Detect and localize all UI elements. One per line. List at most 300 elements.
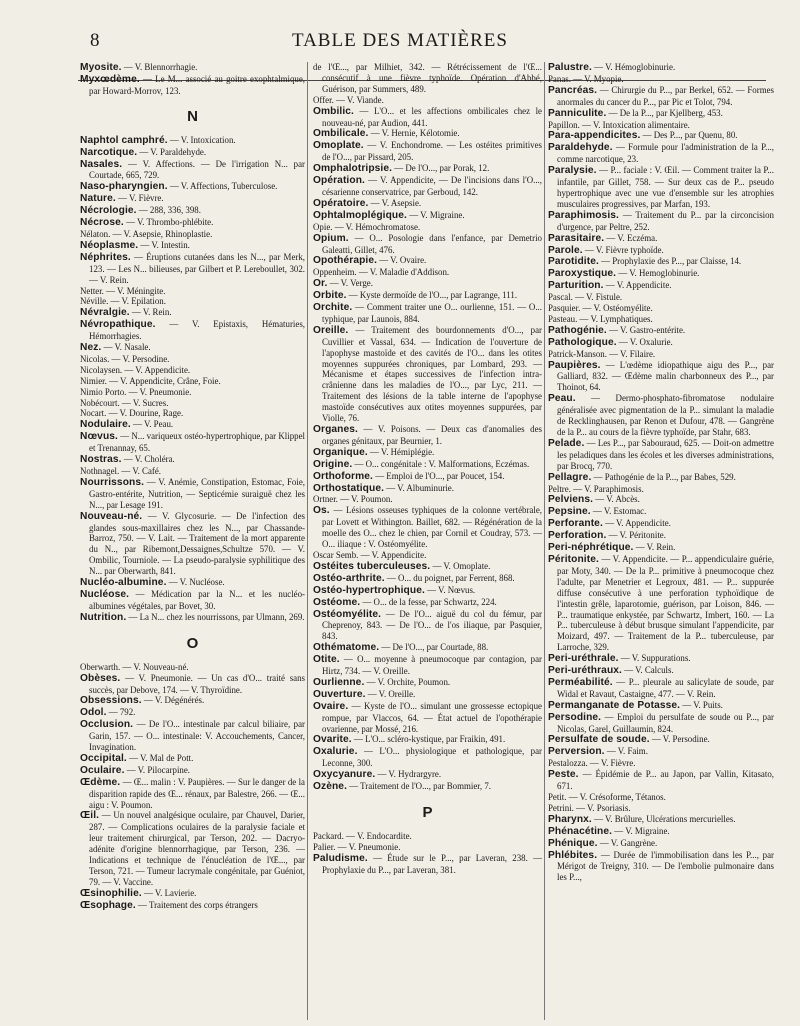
index-entry (313, 677, 542, 689)
entry-text: Nicolas. — V. Persodine. (80, 353, 170, 364)
entry-text: — V. Migraine. (612, 825, 670, 836)
entry-text: — V. Nœvus. (424, 584, 476, 595)
entry-text: — V. Persodine. (649, 734, 710, 745)
section-letter: N (187, 107, 198, 125)
index-entry (548, 62, 774, 74)
index-entry (313, 447, 542, 459)
index-entry (313, 689, 542, 701)
index-entry (313, 140, 542, 163)
index-entry (548, 130, 774, 142)
index-entry (80, 159, 305, 182)
entry-heading: Nécrologie. (80, 205, 137, 217)
entry-heading: Ouverture. (313, 688, 366, 700)
entry-text: — V. Lavierie. (141, 887, 197, 898)
index-entry (548, 826, 774, 838)
index-entry (80, 900, 305, 912)
entry-heading: Ostéo-arthrite. (313, 572, 385, 584)
entry-heading: Oculaire. (80, 764, 125, 776)
entry-heading: Paludisme. (313, 852, 368, 864)
index-entry (548, 165, 774, 210)
index-entry (548, 245, 774, 257)
entry-text: — V. Nasale. (101, 342, 151, 353)
entry-text: — V. Blennorrhagie. (121, 62, 198, 72)
entry-text: — O... du poignet, par Ferrent, 868. (384, 572, 515, 583)
entry-text: — P... faciale : V. Œil. — Comment traiter la P... infantile, par Gillet, 758. — Sur deux cas de P... pseudo hypertrophique avec une vue d'ensemble sur les atrophies musculaires progressives, par Marfan, 193. (557, 165, 774, 209)
entry-heading: Paraldehyde. (548, 142, 613, 154)
index-entry (313, 769, 542, 781)
entry-text: — De l'O..., par Courtade, 88. (379, 642, 489, 653)
entry-text: Patrick-Manson. — V. Filaire. (548, 348, 656, 359)
entry-text: — 792. (106, 707, 136, 718)
index-entry (313, 505, 542, 550)
entry-text: — V. Epistaxis, Hématuries, Hémorrhagies. (89, 319, 305, 342)
entry-heading: Phénacétine. (548, 825, 613, 837)
entry-text: — V. Enchondrome. — Les ostéites primitives de l'O..., par Pissard, 205. (322, 140, 542, 163)
index-entry (80, 229, 305, 240)
entry-text: — V. Pilocarpine. (124, 764, 191, 775)
entry-text: Packard. — V. Endocardite. (313, 831, 412, 841)
entry-text: — V. Oreille. (365, 688, 416, 699)
entry-text: — Durée de l'immobilisation dans les P..., par Mérigot de Treigny, 310. — De l'embolie pulmonaire dans les P..., (557, 849, 774, 883)
index-entry (313, 290, 542, 302)
entry-text: — Des P..., par Quenu, 80. (640, 130, 738, 141)
entry-text: — V. Rein. (129, 307, 172, 318)
index-entry (80, 454, 305, 466)
index-entry (80, 252, 305, 286)
entry-text: — V. Ovaire. (377, 255, 427, 266)
index-entry (313, 561, 542, 573)
entry-heading: Oxycyanure. (313, 769, 376, 781)
index-entry (548, 554, 774, 653)
entry-text: — V. Albuminurie. (384, 482, 454, 493)
entry-text: — V. Gangrène. (597, 837, 658, 848)
entry-text: — 288, 336, 398. (136, 205, 201, 216)
entry-text: — Étude sur le P..., par Laveran, 238. — Prophylaxie du P..., par Laveran, 381. (322, 852, 542, 875)
entry-text: — Œ... malin : V. Paupières. — Sur le danger de la disparition rapide des Œ... rénaux, par Balestre, 266. — Œ... aigu : V. Poumon. (89, 776, 305, 810)
entry-text: Netter. — V. Méningite. (80, 285, 166, 296)
index-column-2 (313, 62, 542, 1022)
entry-text: Panas. — V. Myopie. (548, 73, 624, 84)
entry-heading: Perforante. (548, 518, 603, 530)
index-entry (80, 695, 305, 707)
entry-text: Nélaton. — V. Asepsie, Rhinoplastie. (80, 228, 213, 239)
index-entry (313, 198, 542, 210)
entry-text: — V. Oxalurie. (616, 336, 673, 347)
entry-text: — Traitement des corps étrangers (135, 899, 258, 910)
index-entry (548, 349, 774, 360)
entry-heading: Œil. (80, 810, 100, 822)
entry-text: Néville. — V. Epilation. (80, 296, 166, 307)
entry-heading: Peri-uréthraux. (548, 665, 622, 677)
entry-text: — De l'O... aiguë du col du fémur, par Cheprenoy, 843. — De l'O... de l'os iliaque, par Pasquier, 843. (322, 608, 542, 642)
index-entry (80, 376, 305, 387)
index-entry (80, 719, 305, 753)
entry-heading: Othématome. (313, 642, 380, 654)
index-entry (80, 135, 305, 147)
entry-heading: Persodine. (548, 711, 602, 723)
entry-text: — P... pleurale au salicylate de soude, par Widal et Ravaut, Castaigne, 477. — V. Rein. (557, 676, 774, 699)
entry-heading: Nutrition. (80, 611, 127, 623)
entry-heading: Orbite. (313, 290, 347, 302)
index-entry (548, 665, 774, 677)
column-divider (307, 62, 308, 1020)
entry-text: Nimier. — V. Appendicite, Crâne, Foie. (80, 375, 221, 386)
entry-heading: Nasales. (80, 158, 123, 170)
index-entry (80, 240, 305, 252)
entry-heading: Opératoire. (313, 197, 369, 209)
index-entry (548, 74, 774, 85)
index-entry (548, 280, 774, 292)
entry-text: — Traitement de l'O..., par Bommier, 7. (347, 781, 491, 792)
entry-text: — V. Rein. (633, 542, 676, 553)
entry-text: — V. Poisons. — Deux cas d'anomalies des organes génitaux, par Beurnier, 1. (322, 424, 542, 446)
entry-heading: Péritonite. (548, 553, 599, 565)
index-entry (548, 292, 774, 303)
index-entry (548, 769, 774, 792)
entry-text: — V. Gastro-entérite. (606, 324, 686, 335)
entry-text: — V. Fièvre. (115, 193, 164, 204)
entry-text: de l'Œ..., par Milhiet, 342. — Rétrécissement de l'Œ... consécutif à une fièvre typhoïde. Opération d'Abbé, Guérison, par Summers, 489. (313, 62, 542, 94)
entry-text: — Les P..., par Sabouraud, 625. — Doit-on admettre les peladiques dans les écoles et les diverses administrations, par Brocq, 770. (557, 437, 774, 471)
entry-text: — V. Brûlure, Ulcérations mercurielles. (591, 813, 736, 824)
entry-text: — V. Hydrargyre. (375, 769, 442, 780)
entry-text: — V. Omoplate. (430, 560, 491, 571)
entry-text: — V. Intoxication. (167, 134, 236, 145)
entry-heading: Névralgie. (80, 307, 130, 319)
entry-text: — V. Péritonite. (606, 530, 666, 541)
entry-heading: Paupières. (548, 359, 601, 371)
index-entry (313, 746, 542, 769)
index-entry (313, 175, 542, 198)
index-entry (313, 62, 542, 95)
index-entry (80, 419, 305, 431)
index-entry (313, 734, 542, 746)
entry-text: — Lésions osseuses typhiques de la colonne vertébrale, par Lovett et Withington. Baillet, 682. — Régénération de la moelle des O... chez le chien, par Cornil et Coudray, 573. — O... iliaque : V. Ostéomyélite. (322, 505, 542, 550)
index-entry (548, 210, 774, 233)
entry-text: Pasquier. — V. Ostéomyélite. (548, 303, 653, 314)
entry-text: — V. Fièvre typhoïde. (582, 244, 664, 255)
entry-text: — V. Abcès. (593, 494, 640, 505)
index-entry (80, 589, 305, 612)
entry-heading: Occipital. (80, 752, 127, 764)
entry-heading: Organique. (313, 446, 368, 458)
entry-heading: Otite. (313, 654, 340, 666)
index-entry (80, 777, 305, 811)
entry-text: — Formule pour l'administration de la P..., comme narcotique, 23. (557, 142, 774, 165)
index-entry (313, 781, 542, 793)
index-entry (313, 233, 542, 256)
index-entry (313, 609, 542, 643)
index-entry (313, 222, 542, 233)
entry-heading: Phlébites. (548, 849, 598, 861)
index-entry (313, 471, 542, 483)
entry-heading: Palustre. (548, 62, 592, 73)
index-entry (548, 393, 774, 438)
entry-text: Palier. — V. Pneumonie. (313, 841, 401, 852)
index-column-3 (548, 62, 774, 1022)
entry-heading: Myosite. (80, 62, 122, 73)
index-entry (313, 210, 542, 222)
index-entry (80, 193, 305, 205)
entry-heading: Perforation. (548, 530, 607, 542)
index-entry (80, 477, 305, 511)
index-entry (313, 831, 542, 842)
entry-heading: Occlusion. (80, 719, 134, 731)
entry-heading: Ostéome. (313, 596, 361, 608)
index-entry (548, 518, 774, 530)
index-entry (548, 85, 774, 108)
entry-heading: Peri-uréthrale. (548, 653, 619, 665)
index-entry (313, 255, 542, 267)
entry-text: — N... variqueux ostéo-hypertrophique, par Klippel et Trenannay, 65. (89, 431, 305, 454)
entry-heading: Parole. (548, 244, 583, 256)
index-entry (80, 577, 305, 589)
column-divider (544, 62, 545, 1020)
entry-text: — V. Hémiplégie. (367, 446, 435, 457)
entry-heading: Œsophage. (80, 899, 136, 911)
entry-heading: Myxœdème. (80, 73, 140, 85)
index-entry (548, 803, 774, 814)
entry-heading: Nécrose. (80, 217, 124, 229)
entry-text: — Emploi de l'O..., par Poucet, 154. (372, 470, 505, 481)
entry-text: — L'O... physiologique et pathologique, par Leconne, 300. (322, 746, 542, 769)
entry-heading: Nucléo-albumine. (80, 577, 167, 589)
entry-heading: Persulfate de soude. (548, 734, 650, 746)
entry-heading: Ostéites tuberculeuses. (313, 560, 431, 572)
index-entry (548, 438, 774, 472)
entry-heading: Paralysie. (548, 165, 597, 177)
index-entry (548, 472, 774, 484)
entry-text: — V. Thrombo-phlébite. (123, 217, 214, 228)
index-entry (313, 424, 542, 447)
entry-text: — O... congénitale : V. Malformations, Eczémas. (352, 458, 530, 469)
index-entry (548, 256, 774, 268)
entry-heading: Opothérapie. (313, 255, 378, 267)
entry-text: — Chirurgie du P..., par Berkel, 652. — Formes anormales du cancer du P..., par Pic et Tolot, 794. (557, 84, 774, 107)
entry-heading: Parasitaire. (548, 232, 605, 244)
entry-text: — Kyste de l'O... simulant une grossesse ectopique rompue, par Vlaccos, 64. — État actuel de l'opothérapie ovarienne, par Mossé, 216. (322, 700, 542, 734)
index-entry (80, 296, 305, 307)
entry-heading: Naphtol camphré. (80, 134, 168, 146)
index-entry (548, 484, 774, 495)
index-entry (80, 888, 305, 900)
entry-text: — Traitement des bourdonnements d'O..., par Cuvillier et Vassal, 634. — Indication de l'ouverture de l'apophyse mastoïde et des cavités de l'O... dans les otites moyennes suppurées chroniques, par Lombard, 293. — Mécanisme et étapes successives de l'infection intra-crânienne dans les maladies de l'O..., par Lyc, 211. — Traitement des lésions de la table interne de l'apophyse mastoïde consécutives aux otites moyennes suppurées, par Violle, 76. (322, 324, 542, 424)
entry-heading: Orchite. (313, 302, 353, 314)
entry-text: — Emploi du persulfate de soude ou P..., par Nicolas, Garel, Guillaumin, 824. (557, 711, 774, 734)
index-entry (80, 466, 305, 477)
entry-text: — V. Puits. (680, 699, 723, 710)
entry-text: — V. Affections. — De l'irrigation N... par Courtade, 665, 729. (89, 158, 305, 181)
entry-heading: Pathologique. (548, 336, 617, 348)
entry-heading: Omoplate. (313, 140, 364, 152)
index-entry (313, 842, 542, 853)
index-entry (80, 398, 305, 409)
entry-text: — V. Appendicite. (603, 280, 672, 291)
entry-heading: Nucléose. (80, 588, 130, 600)
entry-text: — Épidémie de P... au Japon, par Vallin, Kitasato, 671. (557, 769, 774, 792)
entry-heading: Ourlienne. (313, 676, 365, 688)
entry-text: — V. Affections, Tuberculose. (167, 181, 278, 192)
index-entry (80, 707, 305, 719)
index-entry (80, 408, 305, 419)
index-entry (313, 459, 542, 471)
index-entry (548, 814, 774, 826)
entry-heading: Paroxystique. (548, 268, 617, 280)
index-entry (548, 792, 774, 803)
index-entry (548, 838, 774, 850)
entry-heading: Parturition. (548, 280, 604, 292)
index-entry (80, 62, 305, 74)
index-entry (313, 585, 542, 597)
entry-heading: Ostéo-hypertrophique. (313, 584, 425, 596)
entry-text: — V. Hémoglobinurie. (591, 62, 676, 72)
entry-text: — V. Dégénérés. (141, 695, 205, 706)
entry-text: — V. Nucléose. (166, 577, 225, 588)
entry-text: — V. Calculs. (621, 665, 674, 676)
entry-text: — V. Hemoglobinurie. (616, 268, 700, 279)
entry-text: — V. Migraine. (406, 209, 465, 220)
entry-heading: Naso-pharyngien. (80, 181, 168, 193)
index-entry (548, 542, 774, 554)
entry-text: Opie. — V. Hémochromatose. (313, 221, 421, 232)
entry-text: Petit. — V. Crésoforme, Tétanos. (548, 792, 666, 802)
entry-heading: Obèses. (80, 672, 121, 684)
entry-heading: Oxalurie. (313, 746, 358, 758)
entry-heading: Ombilic. (313, 105, 354, 117)
entry-text: Offer. — V. Viande. (313, 94, 384, 105)
entry-text: — Médication par la N... et les nucléo-albumines végétales, par Bovet, 30. (89, 588, 305, 611)
index-entry (548, 746, 774, 758)
entry-text: — Un nouvel analgésique oculaire, par Chauvel, Darier, 287. — Complications oculaires de la paralysie faciale et leur traitement chirurgical, par Terson, 202. — Dacryo-adénite d'origine blennorrhagique, par Terson, 236. — Indications et technique de l'énucléation de l'Œ..., par Terson, 721. — Tumeur lacrymale congénitale, par Guéniot, 79. — V. Vaccine. (89, 810, 305, 887)
entry-heading: Permanganate de Potasse. (548, 699, 681, 711)
index-entry (80, 342, 305, 354)
index-entry (313, 701, 542, 735)
entry-text: — V. Glycosurie. — De l'infection des glandes sous-maxillaires chez les N..., par Chassande-Barroz, 750. — V. Lait. — Traitement de la mort apparente du N.., par Ribemont,Dessaignes,Schultze 570. — V. Ombilic, Tourniole. — La pseudo-paralysie syphilitique des N... par Oberwarth, 841. (89, 510, 305, 577)
index-entry (548, 337, 774, 349)
index-entry (548, 758, 774, 769)
entry-text: — Le M... associé au goitre exophtalmique, par Howard-Morrov, 123. (89, 73, 305, 96)
entry-text: Nobécourt. — V. Sucres. (80, 397, 169, 408)
entry-heading: Origine. (313, 458, 353, 470)
entry-text: Nicolaysen. — V. Appendicite. (80, 364, 191, 375)
entry-text: — L'O... et les affections ombilicales chez le nouveau-né, par Audion, 441. (322, 105, 542, 128)
index-entry (80, 205, 305, 217)
index-entry (80, 673, 305, 696)
entry-heading: Parotidite. (548, 256, 599, 268)
entry-heading: Nostras. (80, 454, 122, 466)
entry-text: Pasteau. — V. Lymphatiques. (548, 313, 653, 324)
entry-heading: Pathogénie. (548, 324, 607, 336)
entry-text: Petrini. — V. Psoriasis. (548, 802, 631, 813)
entry-heading: Oreille. (313, 324, 349, 336)
entry-text: — V. Eczéma. (604, 232, 658, 243)
index-entry (313, 163, 542, 175)
entry-heading: Œsinophilie. (80, 887, 142, 899)
entry-text: — V. Appendicite, — De l'incisions dans l'O..., césarienne conservatrice, par Gerboud, 142. (322, 175, 542, 197)
index-entry (548, 712, 774, 735)
entry-text: — V. Appendicite. — P... appendiculaire guérie, par Moty, 340. — De la P... primitive à pneumocoque chez l'adulte, par Menetrier et Legroux, 481. — P... suppurée diffuse consécutive à une perforation typhoïdique de l'intestin grêle, laparotomie, guérison, par Loison, 846. — P... traumatique enkystée, par Schwartz, Imbert, 160. — La P... tuberculeuse à début brusque simulant l'appendicite, par Moizard, 497. — Traitement de la P... tuberculeuse, par Larroche, 329. (557, 553, 774, 653)
entry-heading: Nouveau-né. (80, 510, 143, 522)
index-entry (313, 483, 542, 495)
entry-heading: Pelade. (548, 437, 585, 449)
index-entry (80, 431, 305, 454)
index-entry (313, 550, 542, 561)
page-number: 8 (90, 30, 100, 51)
entry-heading: Nature. (80, 193, 116, 205)
entry-text: Ortner. — V. Poumon. (313, 494, 393, 505)
index-entry (548, 506, 774, 518)
entry-heading: Peste. (548, 769, 579, 781)
entry-heading: Orthostatique. (313, 482, 385, 494)
index-entry (313, 95, 542, 106)
entry-text: — De l'O... intestinale par calcul biliaire, par Garin, 157. — O... intestinale: V. Accouchements, Cancer, Invagination. (89, 719, 305, 753)
entry-text: — V. Faim. (604, 746, 648, 757)
entry-text: Papillon. — V. Intoxication alimentaire. (548, 119, 690, 130)
entry-text: — V. Intestin. (138, 239, 190, 250)
index-entry (548, 325, 774, 337)
entry-heading: Opération. (313, 175, 365, 187)
index-column-1 (80, 62, 305, 1022)
entry-heading: Nodulaire. (80, 419, 131, 431)
entry-text: — L'œdème idiopathique aigu des P..., par Galliard, 832. — Œdème malin charbonneux des P..., par Thoinot, 64. (557, 359, 774, 393)
index-entry (80, 612, 305, 624)
index-entry (313, 654, 542, 677)
entry-text: — O... moyenne à pneumocoque par contagion, par Hirtz, 734. — V. Oreille. (322, 654, 542, 677)
index-entry (80, 765, 305, 777)
entry-heading: Pepsine. (548, 506, 591, 518)
index-entry (313, 267, 542, 278)
entry-heading: Nourrissons. (80, 476, 145, 488)
index-entry (80, 810, 305, 887)
entry-text: — V. Mal de Pott. (126, 752, 194, 763)
entry-text: — V. Choléra. (121, 454, 175, 465)
entry-text: — V. Anémie, Constipation, Estomac, Foie, Gastro-entérite, Nutrition, — Septicémie suraiguë chez les N..., par Lesage 191. (89, 476, 305, 510)
index-entry (548, 653, 774, 665)
index-entry (80, 662, 305, 673)
entry-heading: Ophtalmoplégique. (313, 209, 407, 221)
index-entry (80, 753, 305, 765)
index-entry (548, 677, 774, 700)
entry-text: Pascal. — V. Fistule. (548, 292, 623, 303)
index-entry (548, 108, 774, 120)
entry-heading: Orthoforme. (313, 470, 373, 482)
entry-heading: Panniculite. (548, 107, 607, 119)
index-entry (80, 307, 305, 319)
entry-heading: Ostéomyélite. (313, 608, 382, 620)
index-entry (80, 147, 305, 159)
index-entry (80, 387, 305, 398)
entry-heading: Opium. (313, 232, 349, 244)
entry-text: — De l'O..., par Porak, 12. (392, 163, 490, 174)
index-entry (548, 850, 774, 884)
entry-heading: Ovaire. (313, 700, 349, 712)
index-entry (548, 120, 774, 131)
index-entry (548, 233, 774, 245)
index-entry (548, 494, 774, 506)
index-entry (80, 74, 305, 97)
entry-text: Pestalozza. — V. Fièvre. (548, 758, 636, 769)
entry-text: Peltre. — V. Paraphimosis. (548, 483, 644, 494)
entry-heading: Perméabilité. (548, 676, 613, 688)
entry-text: — Pathogénie de la P..., par Babes, 529. (591, 471, 736, 482)
entry-heading: Peri-néphrétique. (548, 542, 634, 554)
index-entry (313, 597, 542, 609)
entry-heading: Pharynx. (548, 813, 592, 825)
index-entry (548, 700, 774, 712)
entry-text: — O... Posologie dans l'enfance, par Demetrio Galeatti, Gillet, 476. (322, 232, 542, 255)
entry-heading: Nœvus. (80, 431, 118, 443)
entry-text: — Traitement du P... par la circoncision d'urgence, par Peltre, 252. (557, 209, 774, 232)
